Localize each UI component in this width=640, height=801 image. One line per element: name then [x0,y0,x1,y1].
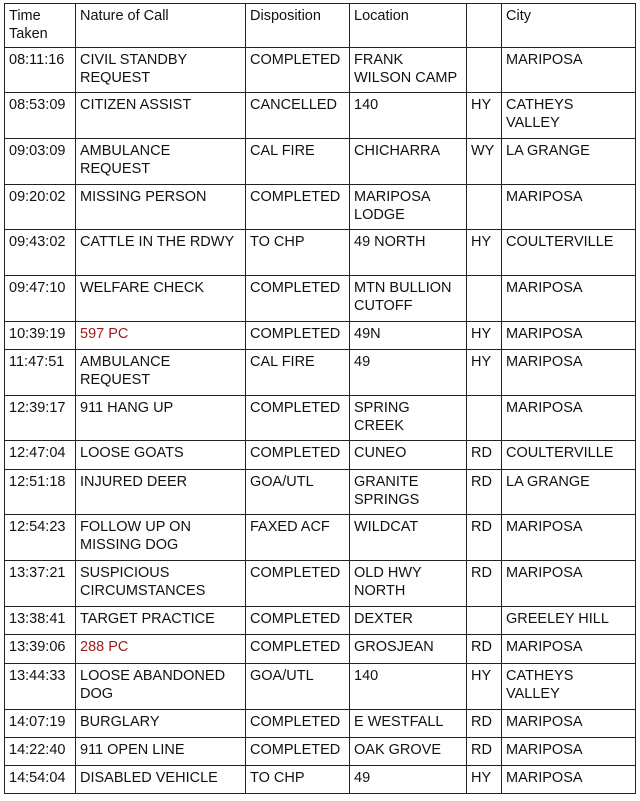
cell-type: HY [467,664,502,710]
cell-location: 140 [350,664,467,710]
cell-time: 08:11:16 [5,48,76,93]
cell-disposition: COMPLETED [246,441,350,470]
cell-city: CATHEYS VALLEY [502,664,636,710]
cell-nature: AMBULANCE REQUEST [76,350,246,396]
cell-location: CHICHARRA [350,139,467,185]
cell-time: 14:07:19 [5,710,76,738]
cell-city: MARIPOSA [502,48,636,93]
header-row [5,4,636,48]
cell-nature: DISABLED VEHICLE [76,766,246,794]
cell-city: CATHEYS VALLEY [502,93,636,139]
cell-nature: 911 OPEN LINE [76,738,246,766]
cell-disposition: COMPLETED [246,185,350,230]
cell-disposition: TO CHP [246,766,350,794]
cell-disposition: COMPLETED [246,396,350,441]
cell-time: 11:47:51 [5,350,76,396]
cell-time: 12:54:23 [5,515,76,561]
header-location: Location [350,4,467,48]
cell-type [467,607,502,635]
cell-nature: 597 PC [76,322,246,350]
cell-location: FRANK WILSON CAMP [350,48,467,93]
cell-nature: LOOSE GOATS [76,441,246,470]
cell-disposition: COMPLETED [246,561,350,607]
call-log-table [4,3,636,794]
cell-disposition: COMPLETED [246,48,350,93]
cell-type [467,396,502,441]
cell-time: 14:22:40 [5,738,76,766]
cell-nature: FOLLOW UP ON MISSING DOG [76,515,246,561]
table-row [5,441,636,470]
table-row [5,230,636,276]
cell-time: 09:03:09 [5,139,76,185]
cell-city: MARIPOSA [502,561,636,607]
cell-time: 10:39:19 [5,322,76,350]
cell-location: MTN BULLION CUTOFF [350,276,467,322]
table-row [5,48,636,93]
cell-city: MARIPOSA [502,738,636,766]
table-row [5,139,636,185]
table-row [5,710,636,738]
cell-time: 13:39:06 [5,635,76,664]
table-row [5,607,636,635]
cell-disposition: GOA/UTL [246,470,350,515]
cell-type: RD [467,441,502,470]
cell-time: 13:38:41 [5,607,76,635]
cell-type: RD [467,635,502,664]
cell-location: 49 [350,350,467,396]
table-row [5,515,636,561]
cell-city: MARIPOSA [502,185,636,230]
header-disposition: Disposition [246,4,350,48]
cell-city: GREELEY HILL [502,607,636,635]
header-nature: Nature of Call [76,4,246,48]
cell-type: HY [467,93,502,139]
cell-disposition: CAL FIRE [246,350,350,396]
cell-location: 49 NORTH [350,230,467,276]
cell-time: 13:44:33 [5,664,76,710]
cell-location: CUNEO [350,441,467,470]
cell-disposition: COMPLETED [246,710,350,738]
cell-location: SPRING CREEK [350,396,467,441]
cell-type: RD [467,470,502,515]
table-row [5,561,636,607]
cell-disposition: FAXED ACF [246,515,350,561]
cell-nature: BURGLARY [76,710,246,738]
cell-type: HY [467,766,502,794]
cell-nature: 911 HANG UP [76,396,246,441]
cell-disposition: COMPLETED [246,635,350,664]
cell-nature: LOOSE ABANDONED DOG [76,664,246,710]
header-type [467,4,502,48]
cell-time: 12:39:17 [5,396,76,441]
table-row [5,766,636,794]
cell-location: OAK GROVE [350,738,467,766]
cell-city: MARIPOSA [502,396,636,441]
cell-type [467,276,502,322]
cell-location: MARIPOSA LODGE [350,185,467,230]
cell-city: MARIPOSA [502,766,636,794]
cell-type: RD [467,561,502,607]
cell-nature: CATTLE IN THE RDWY [76,230,246,276]
cell-nature: CIVIL STANDBY REQUEST [76,48,246,93]
cell-location: 49N [350,322,467,350]
cell-type [467,48,502,93]
table-row [5,635,636,664]
cell-city: LA GRANGE [502,470,636,515]
cell-city: MARIPOSA [502,322,636,350]
header-city: City [502,4,636,48]
cell-location: GROSJEAN [350,635,467,664]
cell-time: 08:53:09 [5,93,76,139]
cell-nature: AMBULANCE REQUEST [76,139,246,185]
table-row [5,322,636,350]
table-row [5,350,636,396]
cell-location: E WESTFALL [350,710,467,738]
cell-disposition: COMPLETED [246,607,350,635]
header-time: Time Taken [5,4,76,48]
cell-type: WY [467,139,502,185]
cell-type [467,185,502,230]
cell-nature: 288 PC [76,635,246,664]
cell-location: DEXTER [350,607,467,635]
cell-time: 09:43:02 [5,230,76,276]
cell-nature: TARGET PRACTICE [76,607,246,635]
cell-disposition: GOA/UTL [246,664,350,710]
cell-time: 14:54:04 [5,766,76,794]
cell-time: 12:51:18 [5,470,76,515]
cell-type: HY [467,350,502,396]
cell-city: COULTERVILLE [502,441,636,470]
cell-location: 140 [350,93,467,139]
cell-nature: INJURED DEER [76,470,246,515]
cell-nature: SUSPICIOUS CIRCUMSTANCES [76,561,246,607]
table-row [5,396,636,441]
cell-type: RD [467,710,502,738]
cell-city: MARIPOSA [502,710,636,738]
table-row [5,738,636,766]
cell-type: HY [467,230,502,276]
table-row [5,276,636,322]
cell-type: RD [467,515,502,561]
cell-time: 09:47:10 [5,276,76,322]
cell-type: HY [467,322,502,350]
cell-time: 13:37:21 [5,561,76,607]
cell-disposition: CAL FIRE [246,139,350,185]
cell-time: 09:20:02 [5,185,76,230]
table-row [5,470,636,515]
cell-location: 49 [350,766,467,794]
table-row [5,185,636,230]
table-row [5,93,636,139]
cell-nature: WELFARE CHECK [76,276,246,322]
cell-city: MARIPOSA [502,276,636,322]
cell-city: MARIPOSA [502,515,636,561]
cell-location: GRANITE SPRINGS [350,470,467,515]
cell-disposition: COMPLETED [246,276,350,322]
cell-disposition: CANCELLED [246,93,350,139]
cell-disposition: TO CHP [246,230,350,276]
table-body [5,48,636,794]
cell-disposition: COMPLETED [246,322,350,350]
cell-type: RD [467,738,502,766]
cell-time: 12:47:04 [5,441,76,470]
cell-location: WILDCAT [350,515,467,561]
cell-city: MARIPOSA [502,635,636,664]
cell-nature: CITIZEN ASSIST [76,93,246,139]
cell-city: COULTERVILLE [502,230,636,276]
cell-disposition: COMPLETED [246,738,350,766]
cell-city: LA GRANGE [502,139,636,185]
cell-city: MARIPOSA [502,350,636,396]
cell-location: OLD HWY NORTH [350,561,467,607]
table-row [5,664,636,710]
cell-nature: MISSING PERSON [76,185,246,230]
